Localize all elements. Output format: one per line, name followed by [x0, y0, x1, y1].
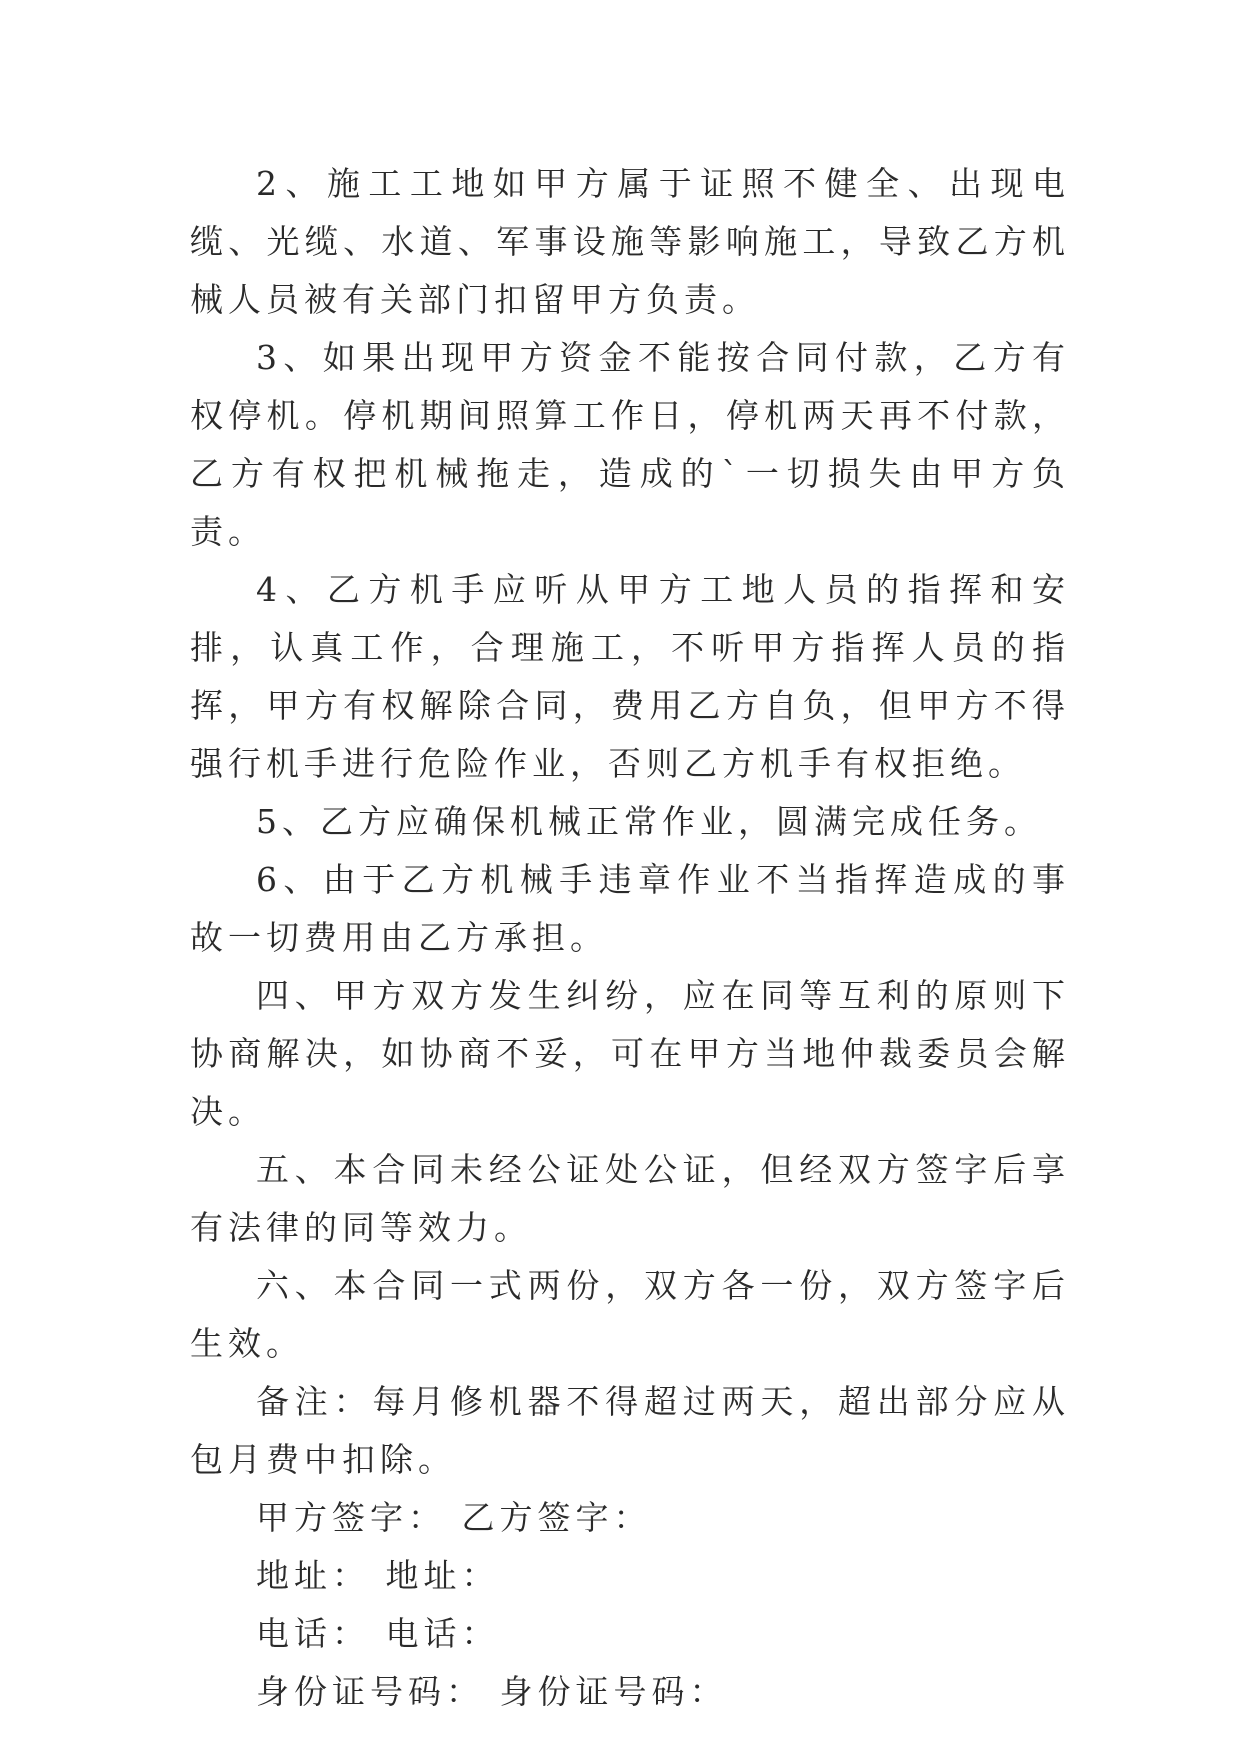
- signature-line: 甲方签字： 乙方签字：: [256, 1498, 652, 1537]
- clause-3: 3、如果出现甲方资金不能按合同付款，乙方有权停机。停机期间照算工作日，停机两天再不付款，乙方有权把机械拖走，造成的`一切损失由甲方负责。: [190, 338, 1070, 551]
- section-copies: 六、本合同一式两份，双方各一份，双方签字后生效。: [190, 1266, 1070, 1363]
- clause-2: 2、施工工地如甲方属于证照不健全、出现电缆、光缆、水道、军事设施等影响施工，导致乙方机械人员被有关部门扣留甲方负责。: [190, 164, 1070, 319]
- address-line: 地址： 地址：: [256, 1556, 500, 1595]
- section-dispute: 四、甲方双方发生纠纷，应在同等互利的原则下协商解决，如协商不妥，可在甲方当地仲裁委员会解决。: [190, 976, 1070, 1131]
- phone-line: 电话： 电话：: [256, 1614, 500, 1653]
- clause-5: 5、乙方应确保机械正常作业，圆满完成任务。: [256, 802, 1042, 841]
- clause-4: 4、乙方机手应听从甲方工地人员的指挥和安排，认真工作，合理施工，不听甲方指挥人员的指挥，甲方有权解除合同，费用乙方自负，但甲方不得强行机手进行危险作业，否则乙方机手有权拒绝。: [190, 570, 1070, 783]
- section-validity: 五、本合同未经公证处公证，但经双方签字后享有法律的同等效力。: [190, 1150, 1070, 1247]
- remark: 备注：每月修机器不得超过两天，超出部分应从包月费中扣除。: [190, 1382, 1070, 1479]
- clause-6: 6、由于乙方机械手违章作业不当指挥造成的事故一切费用由乙方承担。: [190, 860, 1070, 957]
- id-number-line: 身份证号码： 身份证号码：: [256, 1672, 728, 1711]
- document-body: [190, 155, 1070, 1721]
